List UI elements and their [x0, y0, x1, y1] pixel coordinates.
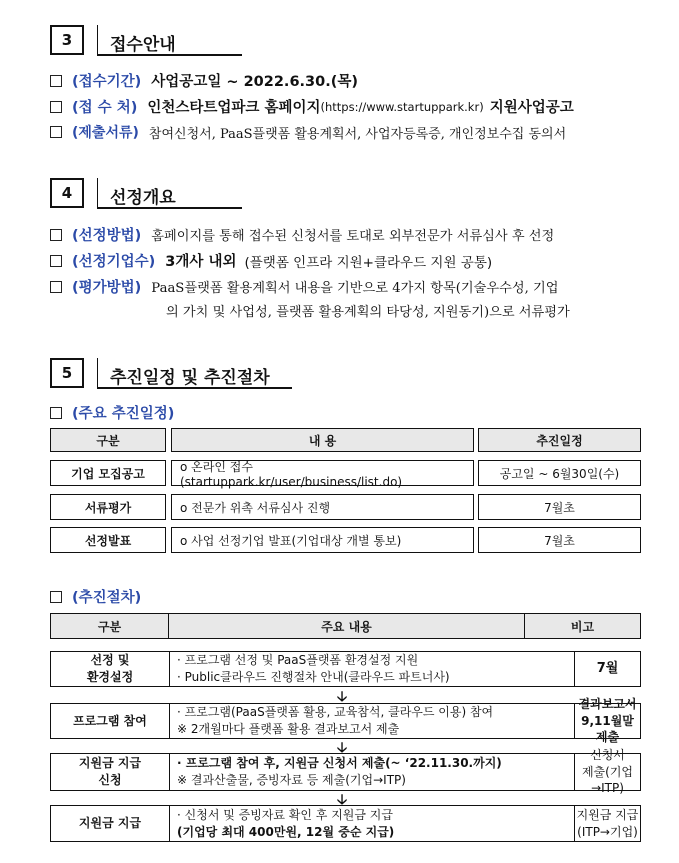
section-underline — [97, 54, 242, 56]
item-text: 사업공고일 ~ 2022.6.30.(목) — [151, 74, 358, 90]
item-text: (플랫폼 인프라 지원+클라우드 지원 공통) — [244, 254, 493, 271]
procedure-detail: ※ 결과산출물, 증빙자료 등 제출(기업→ITP) — [177, 773, 406, 787]
item-text-continued: 의 가치 및 사업성, 플랫폼 활용계획의 타당성, 지원동기)으로 서류평가 — [166, 305, 570, 320]
table-cell: 기업 모집공고 — [50, 460, 166, 486]
table-header: 주요 내용 — [168, 613, 525, 639]
item-label: (선정기업수) — [72, 254, 156, 270]
item-label: (제출서류) — [72, 125, 139, 141]
section-divider — [97, 358, 98, 388]
section-divider — [97, 25, 98, 55]
procedure-stage: 지원금 지급 — [78, 816, 142, 831]
item-label: (평가방법) — [72, 280, 142, 296]
procedure-detail: · Public클라우드 진행절차 안내(클라우드 파트너사) — [177, 670, 450, 684]
table-header: 비고 — [524, 613, 641, 639]
procedure-stage: 프로그램 참여 — [73, 713, 147, 728]
item-url: (https://www.startuppark.kr) — [320, 99, 484, 114]
subsection-label: (주요 추진일정) — [72, 406, 175, 422]
table-header: 내 용 — [171, 428, 474, 452]
checkbox-icon — [50, 229, 62, 241]
procedure-detail: ※ 2개월마다 플랫폼 활용 결과보고서 제출 — [177, 722, 400, 736]
table-cell: 7월초 — [478, 494, 641, 520]
section-divider — [97, 178, 98, 208]
item-label: (접수기간) — [72, 74, 142, 90]
checkbox-icon — [50, 407, 62, 419]
list-item — [50, 250, 492, 271]
table-cell: o 사업 선정기업 발표(기업대상 개별 통보) — [171, 527, 474, 553]
section-underline — [97, 207, 242, 209]
section-title: 선정개요 — [110, 188, 176, 208]
checkbox-icon — [50, 75, 62, 87]
procedure-stage: 선정 및 — [90, 653, 130, 668]
subsection-heading — [50, 402, 184, 423]
arrow-down-icon: 🡣 — [337, 792, 348, 808]
procedure-row — [50, 805, 641, 842]
table-header: 구분 — [50, 428, 166, 452]
item-text: 홈페이지를 통해 접수된 신청서를 토대로 외부전문가 서류심사 후 선정 — [151, 229, 555, 244]
section-title: 추진일정 및 추진절차 — [110, 368, 270, 388]
list-item — [50, 70, 358, 91]
list-item — [50, 96, 574, 117]
procedure-detail: (기업당 최대 400만원, 12월 중순 지급) — [177, 824, 395, 839]
procedure-note: 제출(기업→ITP) — [581, 764, 634, 796]
section-underline — [97, 387, 292, 389]
procedure-note: (ITP→기업) — [577, 824, 638, 839]
procedure-stage: 지원금 지급 — [78, 756, 142, 771]
list-item — [50, 224, 554, 245]
procedure-stage: 환경설정 — [86, 670, 134, 684]
checkbox-icon — [50, 255, 62, 267]
procedure-row — [50, 651, 641, 687]
section-title: 접수안내 — [110, 35, 176, 55]
table-cell: 공고일 ~ 6월30일(수) — [478, 460, 641, 486]
list-item — [50, 122, 566, 142]
section-number: 5 — [50, 358, 84, 388]
procedure-note: 지원금 지급 — [576, 807, 639, 822]
item-text: 3개사 내외 — [165, 254, 237, 270]
arrow-down-icon: 🡣 — [337, 740, 348, 756]
checkbox-icon — [50, 101, 62, 113]
item-text: 지원사업공고 — [489, 100, 574, 116]
procedure-detail: · 신청서 및 증빙자료 확인 후 지원금 지급 — [177, 807, 393, 822]
table-cell: 서류평가 — [50, 494, 166, 520]
checkbox-icon — [50, 591, 62, 603]
section-number: 4 — [50, 178, 84, 208]
checkbox-icon — [50, 281, 62, 293]
procedure-row — [50, 748, 641, 796]
item-text: PaaS플랫폼 활용계획서 내용을 기반으로 4가지 항목(기술우수성, 기업 — [151, 281, 559, 296]
table-cell: o 전문가 위촉 서류심사 진행 — [171, 494, 474, 520]
procedure-note: 7월 — [596, 661, 619, 677]
table-header: 구분 — [50, 613, 169, 639]
checkbox-icon — [50, 126, 62, 138]
procedure-detail: · 프로그램 참여 후, 지원금 신청서 제출(~ ‘22.11.30.까지) — [177, 756, 502, 771]
item-text: 인천스타트업파크 홈페이지 — [147, 100, 321, 116]
table-header: 추진일정 — [478, 428, 641, 452]
item-label: (선정방법) — [72, 228, 142, 244]
procedure-detail: · 프로그램(PaaS플랫폼 활용, 교육참석, 클라우드 이용) 참여 — [177, 705, 494, 720]
procedure-note: 신청서 — [590, 748, 625, 763]
table-cell: 7월초 — [478, 527, 641, 553]
table-cell: o 온라인 접수(startuppark.kr/user/business/list.do) — [171, 460, 474, 486]
procedure-note: 결과보고서 — [578, 697, 637, 712]
subsection-label: (추진절차) — [72, 590, 142, 606]
procedure-row — [50, 697, 641, 745]
procedure-detail: · 프로그램 선정 및 PaaS플랫폼 환경설정 지원 — [177, 653, 419, 668]
item-text: 참여신청서, PaaS플랫폼 활용계획서, 사업자등록증, 개인정보수집 동의서 — [148, 126, 567, 142]
arrow-down-icon: 🡣 — [337, 689, 348, 705]
item-label: (접 수 처) — [72, 100, 138, 116]
list-item — [50, 276, 558, 297]
table-cell: 선정발표 — [50, 527, 166, 553]
subsection-heading — [50, 586, 151, 607]
procedure-note: 9,11월말 제출 — [581, 713, 634, 745]
section-number: 3 — [50, 25, 84, 55]
procedure-stage: 신청 — [98, 773, 122, 787]
